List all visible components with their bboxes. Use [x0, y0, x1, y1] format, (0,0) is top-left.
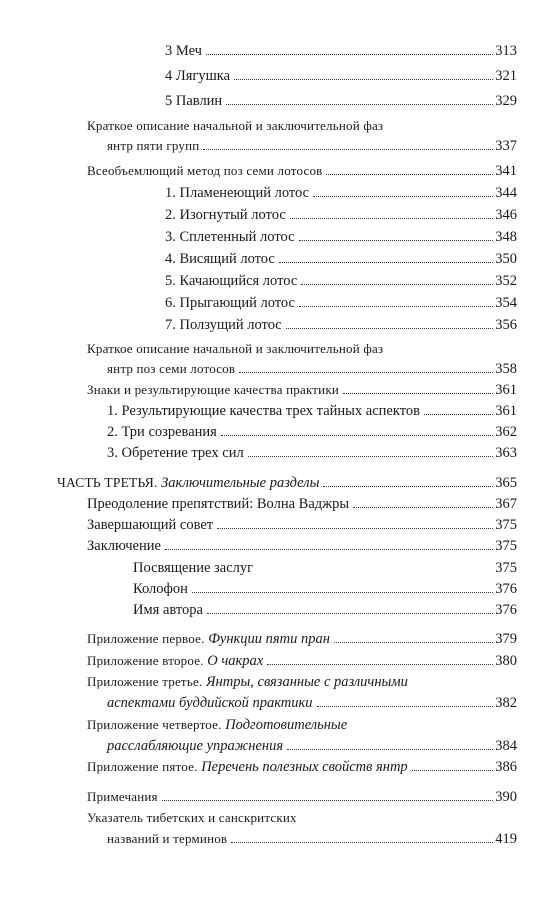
toc-entry	[107, 422, 517, 442]
toc-entry-page: 337	[495, 138, 517, 154]
toc-entry-page: 376	[495, 581, 517, 597]
dot-leader	[323, 486, 493, 487]
toc-entry	[165, 293, 517, 313]
toc-entry-page: 376	[495, 602, 517, 618]
toc-entry-title: Колофон	[133, 581, 188, 597]
toc-entry	[165, 41, 517, 61]
toc-entry-page: 380	[495, 653, 517, 669]
toc-entry-label: Приложение пятое.	[87, 759, 198, 774]
toc-entry	[165, 205, 517, 225]
toc-entry	[107, 401, 517, 421]
toc-entry	[107, 736, 517, 756]
dot-leader	[267, 664, 493, 665]
toc-entry-title: 1. Пламенеющий лотос	[165, 185, 310, 201]
toc-entry-title: Янтры, связанные с различными	[206, 674, 408, 690]
dot-leader	[343, 393, 493, 394]
toc-entry	[133, 558, 517, 578]
toc-entry-page: 348	[495, 229, 517, 245]
toc-entry	[165, 249, 517, 269]
toc-entry-page: 419	[495, 831, 517, 847]
toc-entry-page: 354	[495, 295, 517, 311]
toc-part-label: ЧАСТЬ ТРЕТЬЯ.	[57, 475, 158, 490]
toc-entry-title: Посвящение заслуг	[133, 560, 254, 576]
toc-entry-line1	[87, 808, 517, 828]
toc-entry-title-cont: аспектами буддийской практики	[107, 695, 313, 711]
toc-entry-line1	[87, 339, 517, 359]
dot-leader	[412, 770, 494, 771]
toc-entry-page: 321	[495, 68, 517, 84]
dot-leader	[192, 592, 493, 593]
toc-entry-line1	[87, 116, 517, 136]
toc-entry-title: Краткое описание начальной и заключительной фаз	[87, 118, 384, 133]
toc-entry-title: 3 Меч	[165, 43, 202, 59]
toc-entry-page: 382	[495, 695, 517, 711]
toc-entry-label: Приложение третье.	[87, 674, 203, 689]
toc-entry-title: О чакрах	[207, 653, 264, 669]
dot-leader	[299, 306, 493, 307]
toc-entry-page: 386	[495, 759, 517, 775]
toc-entry-title: Функции пяти пран	[208, 631, 330, 647]
toc-entry-title: Примечания	[87, 789, 158, 804]
dot-leader	[248, 456, 494, 457]
toc-entry-title: 6. Прыгающий лотос	[165, 295, 295, 311]
toc-entry-page: 350	[495, 251, 517, 267]
dot-leader	[162, 800, 494, 801]
toc-entry-title: 2. Изогнутый лотос	[165, 207, 286, 223]
toc-entry-title: 7. Ползущий лотос	[165, 317, 282, 333]
toc-entry	[107, 136, 517, 156]
toc-entry-page: 341	[495, 163, 517, 179]
toc-entry-title: Всеобъемлющий метод поз семи лотосов	[87, 163, 323, 178]
dot-leader	[290, 218, 493, 219]
toc-entry-page: 346	[495, 207, 517, 223]
toc-entry-page: 362	[495, 424, 517, 440]
toc-entry-title: Перечень полезных свойств янтр	[201, 759, 408, 775]
toc-part-title: Заключительные разделы	[161, 475, 320, 491]
dot-leader	[287, 749, 493, 750]
toc-entry	[165, 66, 517, 86]
toc-entry-title: 2. Три созревания	[107, 424, 217, 440]
toc-entry-page: 361	[495, 403, 517, 419]
toc-entry-page: 367	[495, 496, 517, 512]
toc-entry	[165, 315, 517, 335]
dot-leader	[286, 328, 494, 329]
toc-entry-page: 361	[495, 382, 517, 398]
dot-leader	[165, 549, 493, 550]
dot-leader	[353, 507, 493, 508]
toc-entry-title: Подготовительные	[225, 717, 348, 733]
dot-leader	[239, 372, 493, 373]
toc-entry	[87, 536, 517, 556]
toc-entry	[165, 91, 517, 111]
toc-entry	[87, 629, 517, 649]
toc-entry-title-cont: янтр пяти групп	[107, 138, 200, 153]
toc-entry-title: Преодоление препятствий: Волна Ваджры	[87, 496, 350, 512]
toc-entry-title: Заключение	[87, 538, 161, 554]
toc-entry-page: 375	[495, 517, 517, 533]
dot-leader	[301, 284, 493, 285]
toc-entry-page: 390	[495, 789, 517, 805]
toc-entry	[165, 227, 517, 247]
toc-entry-page: 363	[495, 445, 517, 461]
toc-entry	[165, 271, 517, 291]
dot-leader	[203, 149, 493, 150]
toc-entry-title: Завершающий совет	[87, 517, 214, 533]
toc-entry-page: 313	[495, 43, 517, 59]
toc-entry-title: 5. Качающийся лотос	[165, 273, 298, 289]
toc-entry-title: 3. Сплетенный лотос	[165, 229, 295, 245]
toc-entry-page: 384	[495, 738, 517, 754]
toc-entry-title-cont: расслабляющие упражнения	[107, 738, 284, 754]
toc-entry	[133, 579, 517, 599]
toc-entry-title: Знаки и результирующие качества практики	[87, 382, 339, 397]
dot-leader	[317, 706, 494, 707]
toc-entry-line1	[87, 672, 517, 692]
dot-leader	[313, 196, 493, 197]
dot-leader	[226, 104, 493, 105]
toc-entry-label: Приложение второе.	[87, 653, 204, 668]
toc-entry-page: 352	[495, 273, 517, 289]
toc-entry-title: Указатель тибетских и санскритских	[87, 810, 297, 825]
dot-leader	[257, 571, 493, 572]
toc-entry-label: Приложение первое.	[87, 631, 205, 646]
toc-entry-page: 358	[495, 361, 517, 377]
toc-entry-page: 375	[495, 560, 517, 576]
dot-leader	[234, 79, 493, 80]
toc-entry-page: 344	[495, 185, 517, 201]
toc-entry-label: Приложение четвертое.	[87, 717, 222, 732]
toc-entry-title: Имя автора	[133, 602, 203, 618]
toc-entry	[87, 380, 517, 400]
toc-entry-page: 375	[495, 538, 517, 554]
toc-entry-title-cont: янтр поз семи лотосов	[107, 361, 236, 376]
toc-entry-line1	[87, 715, 517, 735]
toc-part-heading	[57, 473, 517, 493]
dot-leader	[326, 174, 493, 175]
toc-entry-page: 379	[495, 631, 517, 647]
toc-entry-title: 4 Лягушка	[165, 68, 231, 84]
toc-entry	[87, 651, 517, 671]
toc-entry-title-cont: названий и терминов	[107, 831, 228, 846]
toc-entry	[165, 183, 517, 203]
toc-entry	[107, 443, 517, 463]
toc-entry-title: 5 Павлин	[165, 93, 223, 109]
toc-entry	[107, 693, 517, 713]
dot-leader	[221, 435, 493, 436]
toc-entry-title: Краткое описание начальной и заключительной фаз	[87, 341, 384, 356]
toc-entry-title: 4. Висящий лотос	[165, 251, 275, 267]
dot-leader	[207, 613, 493, 614]
toc-entry	[133, 600, 517, 620]
dot-leader	[334, 642, 493, 643]
toc-entry	[87, 161, 517, 181]
toc-entry-page: 329	[495, 93, 517, 109]
toc-entry	[107, 829, 517, 849]
toc-entry	[87, 494, 517, 514]
toc-entry-page: 356	[495, 317, 517, 333]
dot-leader	[424, 414, 493, 415]
dot-leader	[279, 262, 493, 263]
toc-entry	[87, 515, 517, 535]
dot-leader	[231, 842, 493, 843]
toc-entry-title: 3. Обретение трех сил	[107, 445, 244, 461]
toc-entry	[107, 359, 517, 379]
toc-entry	[87, 757, 517, 777]
dot-leader	[206, 54, 493, 55]
toc-entry	[87, 787, 517, 807]
dot-leader	[217, 528, 493, 529]
toc-entry-title: 1. Результирующие качества трех тайных аспектов	[107, 403, 420, 419]
dot-leader	[299, 240, 494, 241]
toc-entry-page: 365	[495, 475, 517, 491]
